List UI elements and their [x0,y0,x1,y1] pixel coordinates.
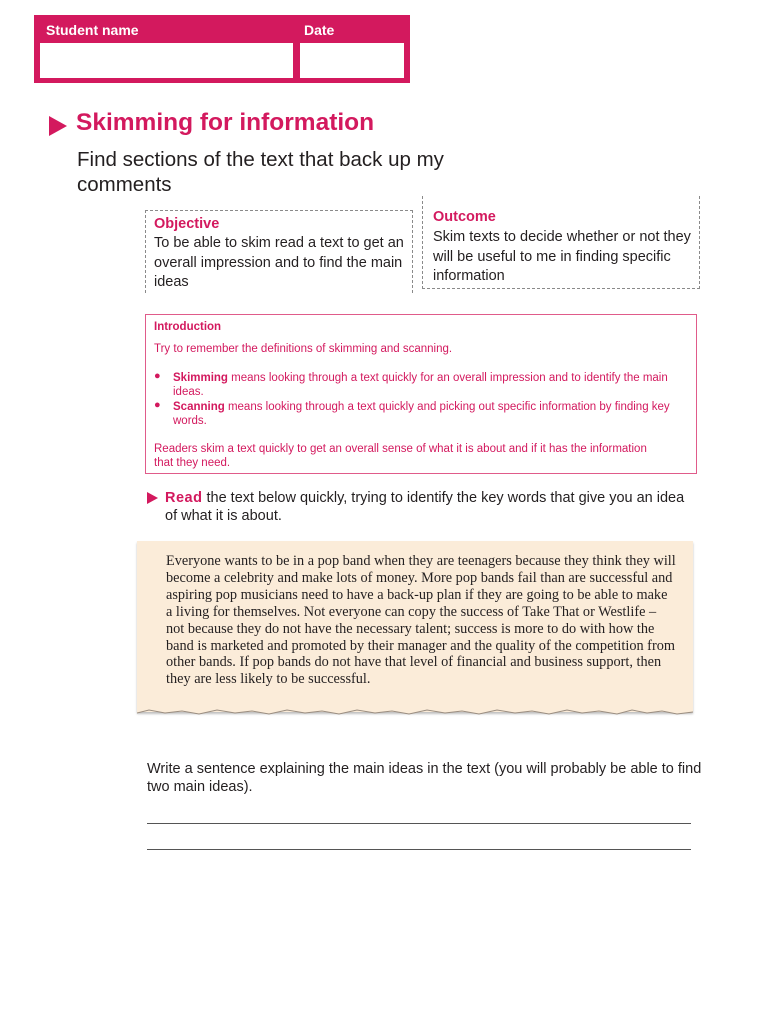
bullet-icon: ● [154,399,161,411]
answer-line-1[interactable] [147,823,691,824]
bullet-term: Scanning [173,401,225,413]
page-subtitle: Find sections of the text that back up my comments [77,148,444,196]
read-arrow-icon [147,492,158,504]
bullet-text: means looking through a text quickly for an overall impression and to identify the main ideas. [173,372,668,398]
introduction-heading: Introduction [154,321,222,333]
student-info-header [34,15,410,83]
read-instruction [165,489,700,525]
passage-text: Everyone wants to be in a pop band when they are teenagers because they think they will become a celebrity and make lots of money. More pop bands fail than are successful and aspiring pop musicians need to have a back-up plan if they are going to be able to make a living for themselves. Not everyone can copy the success of Take That or Westlife – not because they do not have the necessary talent; success is more to do with how the band is marketed and promoted by their manager and the quality of the competition from other bands. If pop bands do not have that level of financial and business support, then they are less likely to be successful. [166,553,676,688]
bullet-skimming [173,371,693,399]
introduction-summary: Readers skim a text quickly to get an overall sense of what it is about and if it has the information that they need. [154,443,647,469]
introduction-prompt: Try to remember the definitions of skimming and scanning. [154,343,453,355]
bullet-scanning [173,400,693,428]
objective-heading: Objective [154,216,220,232]
title-arrow-icon [49,116,67,136]
bullet-text: means looking through a text quickly and picking out specific information by finding key words. [173,401,670,427]
read-keyword: Read [165,490,203,506]
page-title: Skimming for information [76,109,375,136]
objective-text: To be able to skim read a text to get an overall impression and to find the main ideas [154,235,404,290]
date-label: Date [304,22,335,38]
objective-box [145,210,413,293]
bullet-term: Skimming [173,372,228,384]
introduction-box [145,314,697,474]
student-name-field[interactable] [40,43,293,78]
student-name-label: Student name [46,22,139,38]
date-field[interactable] [300,43,404,78]
read-instruction-text: the text below quickly, trying to identify the key words that give you an idea of what it is about. [165,490,685,524]
reading-passage [137,541,693,712]
torn-edge-decoration [137,708,693,716]
outcome-heading: Outcome [433,209,496,225]
question-text: Write a sentence explaining the main ideas in the text (you will probably be able to find two main ideas). [147,761,702,795]
bullet-icon: ● [154,370,161,382]
answer-line-2[interactable] [147,849,691,850]
outcome-text: Skim texts to decide whether or not they will be useful to me in finding specific information [433,229,691,284]
outcome-box [422,196,700,289]
